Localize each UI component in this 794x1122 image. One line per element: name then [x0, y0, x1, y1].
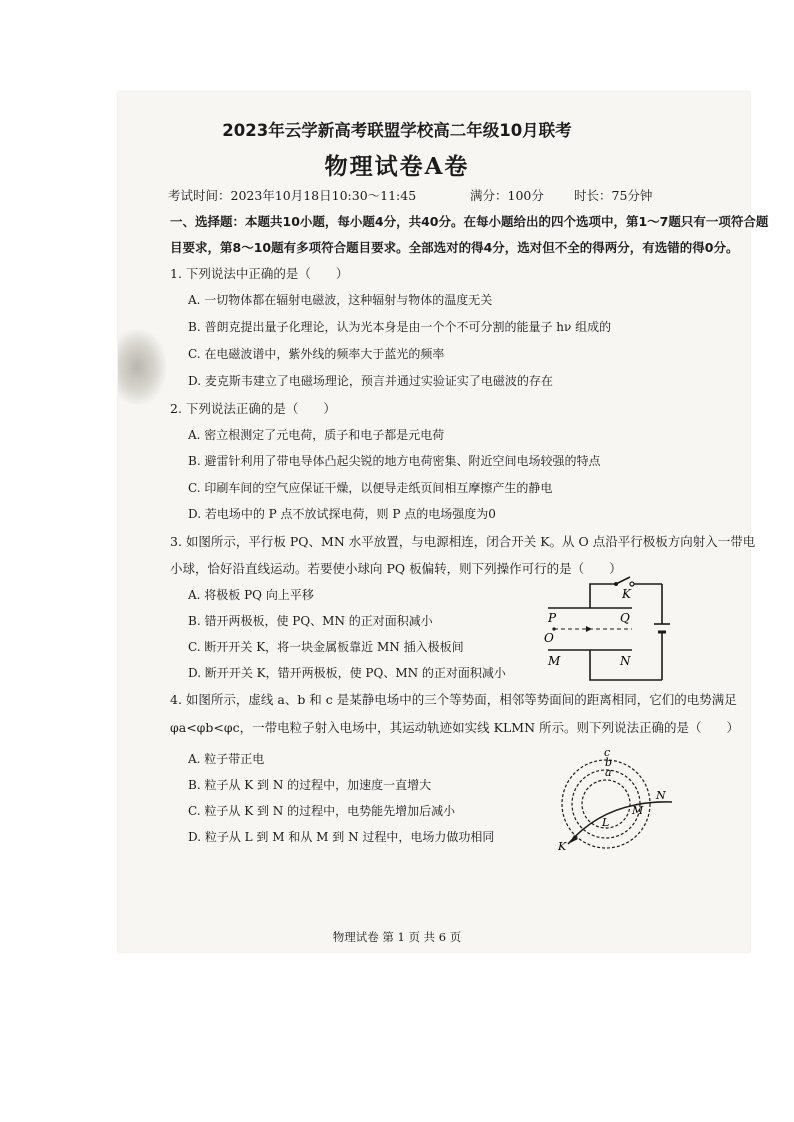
exam-title: 2023年云学新高考联盟学校高二年级10月联考	[222, 121, 572, 140]
full-score: 满分：100分	[470, 188, 544, 203]
label-b: b	[605, 756, 613, 769]
label-l: L	[602, 816, 610, 829]
q1-option-b: B. 普朗克提出量子化理论，认为光本身是由一个个不可分割的能量子 hν 组成的	[188, 320, 612, 334]
q3-option-a: A. 将极板 PQ 向上平移	[188, 588, 314, 602]
label-n: N	[620, 654, 631, 668]
label-a: a	[605, 766, 612, 779]
label-o: O	[544, 631, 554, 645]
label-c: c	[604, 746, 611, 759]
ball-direction-arrow	[586, 626, 592, 632]
exam-time: 考试时间：2023年10月18日10:30～11:45	[168, 188, 417, 203]
q4-stem-line2: φa<φb<φc，一带电粒子射入电场中，其运动轨迹如实线 KLMN 所示。则下列说法正确的是（ ）	[170, 720, 739, 735]
label-q: Q	[620, 611, 630, 625]
q2-option-a: A. 密立根测定了元电荷，质子和电子都是元电荷	[188, 428, 445, 442]
q2-option-c: C. 印刷车间的空气应保证干燥，以便导走纸页间相互摩擦产生的静电	[188, 481, 553, 495]
q4-option-c: C. 粒子从 K 到 N 的过程中，电势能先增加后减小	[188, 804, 456, 818]
label-p: P	[548, 611, 557, 625]
wire-top	[590, 584, 616, 608]
q3-option-b: B. 错开两极板，使 PQ、MN 的正对面积减小	[188, 614, 433, 628]
section-instructions-line2: 目要求，第8～10题有多项符合题目要求。全部选对的得4分，选对但不全的得两分，有选错的得0分。	[170, 240, 739, 255]
label-m: M	[548, 654, 561, 668]
q3-option-d: D. 断开开关 K，错开两极板，使 PQ、MN 的正对面积减小	[188, 666, 506, 680]
duration: 时长：75分钟	[574, 188, 653, 203]
q1-option-c: C. 在电磁波谱中，紫外线的频率大于蓝光的频率	[188, 347, 445, 361]
q4-option-d: D. 粒子从 L 到 M 和从 M 到 N 过程中，电场力做功相同	[188, 830, 495, 844]
q2-option-d: D. 若电场中的 P 点不放试探电荷，则 P 点的电场强度为0	[188, 507, 496, 521]
label-n: N	[656, 789, 666, 802]
q3-capacitor-circuit-figure	[540, 576, 674, 688]
switch-k	[616, 577, 630, 584]
section-instructions-line1: 一、选择题：本题共10小题，每小题4分，共40分。在每小题给出的四个选项中，第1～7题只有一项符合题	[170, 214, 769, 229]
q1-stem: 1. 下列说法中正确的是（ ）	[170, 266, 349, 281]
q1-option-d: D. 麦克斯韦建立了电磁场理论，预言并通过实验证实了电磁波的存在	[188, 374, 553, 388]
q1-option-a: A. 一切物体都在辐射电磁波，这种辐射与物体的温度无关	[188, 293, 493, 307]
q3-stem-line1: 3. 如图所示，平行板 PQ、MN 水平放置，与电源相连，闭合开关 K。从 O 点沿平行极板方向射入一带电	[170, 534, 756, 549]
scan-smudge	[118, 330, 166, 404]
q3-stem-line2: 小球，恰好沿直线运动。若要使小球向 PQ 板偏转，则下列操作可行的是（ ）	[170, 561, 622, 576]
q4-stem-line1: 4. 如图所示，虚线 a、b 和 c 是某静电场中的三个等势面，相邻等势面间的距离相同，它们的电势满足	[170, 692, 737, 707]
q4-option-a: A. 粒子带正电	[188, 752, 265, 766]
label-k: K	[622, 587, 631, 601]
q2-stem: 2. 下列说法正确的是（ ）	[170, 401, 336, 416]
q4-equipotential-figure	[552, 744, 690, 858]
q2-option-b: B. 避雷针利用了带电导体凸起尖锐的地方电荷密集、附近空间电场较强的特点	[188, 454, 601, 468]
label-m: M	[632, 804, 644, 817]
q3-option-c: C. 断开开关 K，将一块金属板靠近 MN 插入极板间	[188, 640, 464, 654]
paper-title: 物理试卷A卷	[324, 153, 470, 180]
q4-option-b: B. 粒子从 K 到 N 的过程中，加速度一直增大	[188, 778, 432, 792]
page-footer: 物理试卷 第 1 页 共 6 页	[332, 930, 462, 944]
label-k: K	[558, 840, 567, 853]
